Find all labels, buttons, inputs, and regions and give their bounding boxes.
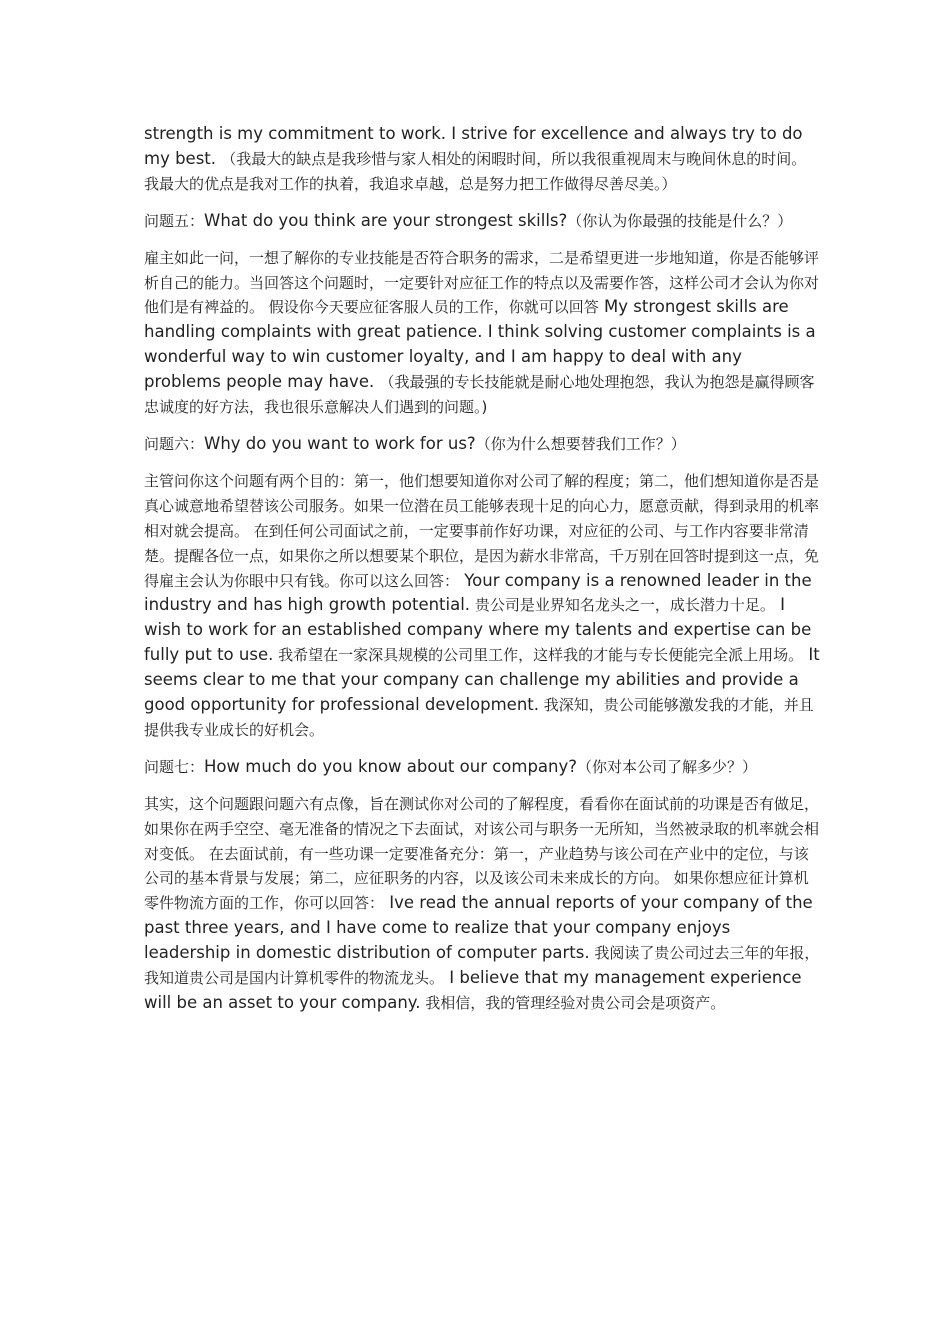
question-chinese: （你对本公司了解多少？） [577,757,758,776]
answer-chinese-translation: 我阅读了贵公司过去三年的年报，我知道贵公司是国内计算机零件的物流龙头。 [144,944,820,988]
answer-chinese-translation-3: 我深知，贵公司能够激发我的才能，并且提供我专业成长的好机会。 [144,696,814,739]
question-7-answer [144,792,820,1016]
paragraph-strength-answer [144,122,820,197]
question-label: 问题七： [144,757,205,776]
question-label: 问题五： [144,211,205,230]
question-5-heading [144,209,820,234]
question-5-answer [144,246,820,420]
answer-chinese-translation: （我最强的专长技能就是耐心地处理抱怨，我认为抱怨是赢得顾客忠诚度的好方法，我也很乐意解决人们遇到的问题。) [144,373,815,417]
answer-english: Ive read the annual reports of your company of the past three years, and I have come to realize that your company enjoys leadership in domestic distribution of computer parts. [144,893,813,963]
answer-chinese-translation: 贵公司是业界知名龙头之一，成长潜力十足。 [470,596,775,615]
question-chinese: （你为什么想要替我们工作？） [475,434,686,453]
question-6-answer [144,469,820,743]
question-chinese: （你认为你最强的技能是什么？） [567,211,793,230]
question-english: What do you think are your strongest skills? [204,210,568,230]
question-7-heading [144,755,820,780]
question-english: Why do you want to work for us? [204,433,476,453]
answer-english-2: I believe that my management experience will be an asset to your company. [144,968,802,1012]
answer-chinese: 主管问你这个问题有两个目的：第一，他们想要知道你对公司了解的程度；第二，他们想知道你是否是真心诚意地希望替该公司服务。如果一位潜在员工能够表现十足的向心力，愿意贡献，得到录用的机率相对就会提高。 在到任何公司面试之前，一定要事前作好功课，对应征的公司、与工作内容要非常清楚。提醒各位一点，如果你之所以想要某个职位，是因为薪水非常高，千万别在回答时提到这一点，免得雇主会认为你眼中只有钱。你可以这么回答： [144,471,820,590]
answer-chinese: （我最大的缺点是我珍惜与家人相处的闲暇时间，所以我很重视周末与晚间休息的时间。我最大的优点是我对工作的执着，我追求卓越，总是努力把工作做得尽善尽美。） [144,149,807,193]
answer-chinese: 雇主如此一问，一想了解你的专业技能是否符合职务的需求，二是希望更进一步地知道，你是否能够评析自己的能力。当回答这个问题时，一定要针对应征工作的特点以及需要作答，这样公司才会认为你对他们是有裨益的。 假设你今天要应征客服人员的工作，你就可以回答 [144,248,820,317]
answer-chinese-translation-2: 我相信，我的管理经验对贵公司会是项资产。 [420,994,726,1012]
answer-english-3: It seems clear to me that your company can challenge my abilities and provide a good opportunity for professional development. [144,645,820,715]
answer-english-2: I wish to work for an established company where my talents and expertise can be fully put to use. [144,595,812,665]
answer-chinese: 其实，这个问题跟问题六有点像，旨在测试你对公司的了解程度，看看你在面试前的功课是否有做足，如果你在两手空空、毫无准备的情况之下去面试，对该公司与职务一无所知，当然被录取的机率就会相对变低。 在去面试前，有一些功课一定要准备充分：第一，产业趋势与该公司在产业中的定位，与该公司的基本背景与发展；第二，应征职务的内容，以及该公司未来成长的方向。 如果你想应征计算机零件物流方面的工作，你可以回答： [144,794,820,913]
answer-english: Your company is a renowned leader in the industry and has high growth potential. [144,570,812,615]
document-page [144,122,820,1028]
question-english: How much do you know about our company? [204,756,578,776]
answer-english: strength is my commitment to work. I strive for excellence and always try to do my best. [144,124,803,168]
question-label: 问题六： [144,434,205,453]
question-6-heading [144,432,820,457]
answer-english: My strongest skills are handling complaints with great patience. I think solving customer complaints is a wonderful way to win customer loyalty, and I am happy to deal with any problems people may have. [144,297,816,392]
answer-chinese-translation-2: 我希望在一家深具规模的公司里工作，这样我的才能与专长便能完全派上用场。 [273,646,804,665]
